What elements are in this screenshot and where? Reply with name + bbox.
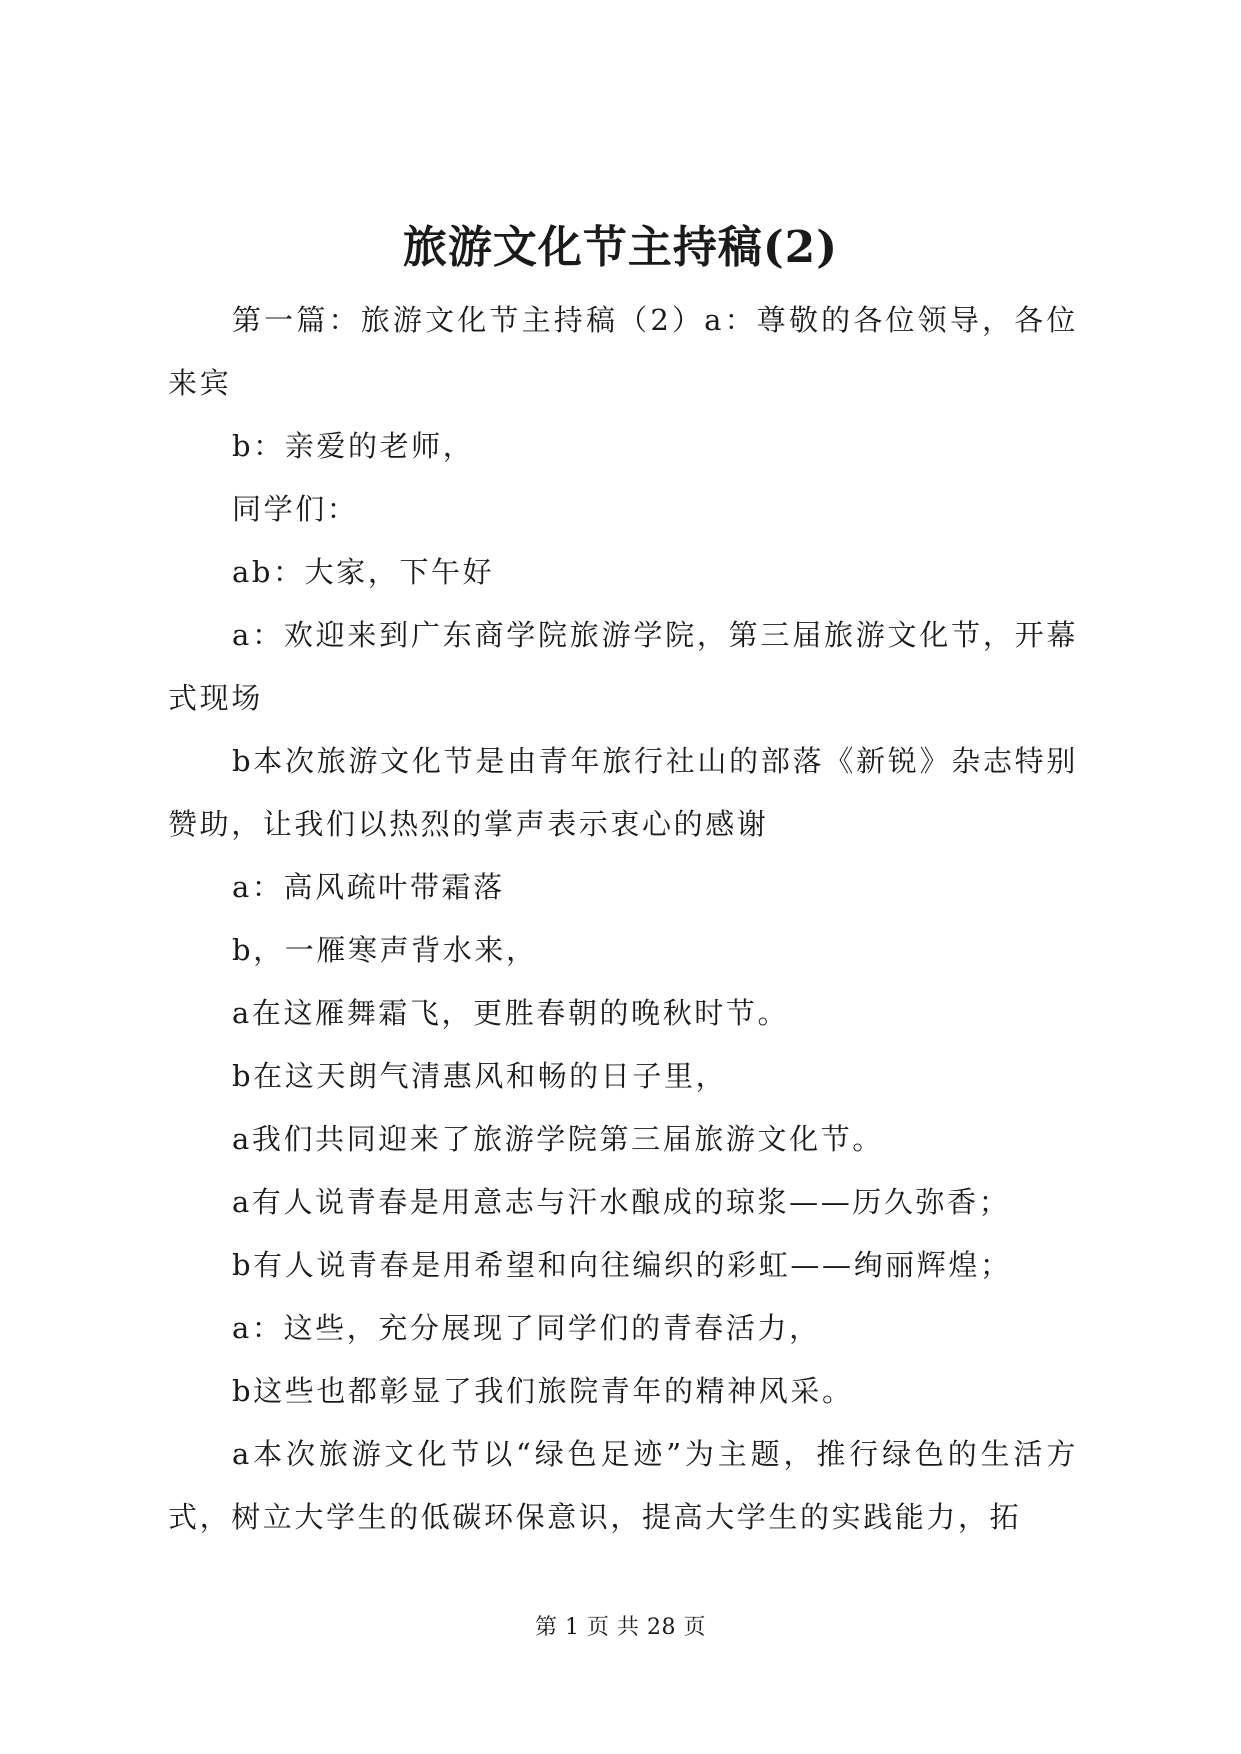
paragraph: a在这雁舞霜飞，更胜春朝的晚秋时节。 [232, 996, 790, 1030]
paragraph: b，一雁寒声背水来， [232, 933, 538, 967]
paragraph: b：亲爱的老师， [232, 429, 475, 463]
paragraph: a我们共同迎来了旅游学院第三届旅游文化节。 [232, 1122, 884, 1156]
paragraph: ab：大家，下午好 [232, 555, 495, 589]
paragraph: b这些也都彰显了我们旅院青年的精神风采。 [232, 1374, 854, 1408]
paragraph: a：这些，充分展现了同学们的青春活力， [232, 1311, 821, 1345]
paragraph: a本次旅游文化节以“绿色足迹”为主题，推行绿色的生活方式，树立大学生的低碳环保意识，提高大学生的实践能力，拓 [168, 1437, 1078, 1534]
document-body [168, 289, 1078, 1549]
paragraph: a有人说青春是用意志与汗水酿成的琼浆——历久弥香； [232, 1185, 1011, 1219]
paragraph: 第一篇：旅游文化节主持稿（2）a：尊敬的各位领导，各位来宾 [168, 303, 1078, 400]
paragraph: b在这天朗气清惠风和畅的日子里， [232, 1059, 728, 1093]
paragraph: b本次旅游文化节是由青年旅行社山的部落《新锐》杂志特别赞助，让我们以热烈的掌声表示衷心的感谢 [168, 744, 1078, 841]
paragraph: a：欢迎来到广东商学院旅游学院，第三届旅游文化节，开幕式现场 [168, 618, 1078, 715]
page-footer: 第 1 页 共 28 页 [535, 1615, 706, 1640]
paragraph: a：高风疏叶带霜落 [232, 870, 505, 904]
paragraph: b有人说青春是用希望和向往编织的彩虹——绚丽辉煌； [232, 1248, 1012, 1282]
paragraph: 同学们： [232, 492, 359, 526]
document-title: 旅游文化节主持稿(2) [402, 222, 839, 273]
